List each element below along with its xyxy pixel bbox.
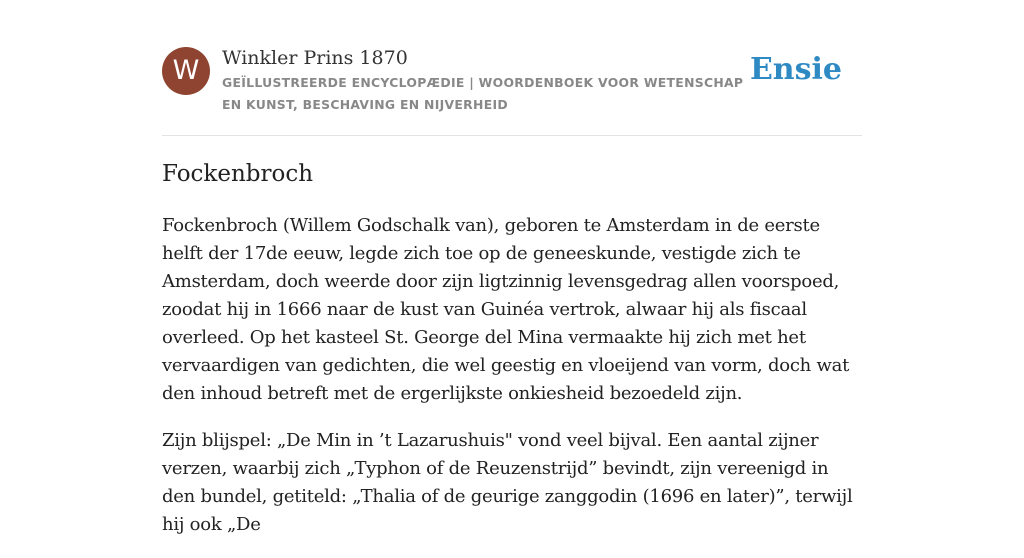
header-divider <box>162 135 862 136</box>
ensie-logo[interactable]: Ensie <box>749 52 842 87</box>
source-header <box>162 46 862 116</box>
entry-paragraph-1: Fockenbroch (Willem Godschalk van), geboren te Amsterdam in de eerste helft der 17de eeuw, legde zich toe op de geneeskunde, vestigde zich te Amsterdam, doch weerde door zijn ligtzinnig levensgedrag allen voorspoed, zoodat hij in 1666 naar de kust van Guinéa vertrok, alwaar hij als fiscaal overleed. Op het kasteel St. George del Mina vermaakte hij zich met het vervaardigen van gedichten, die wel geestig en vloeijend van vorm, doch wat den inhoud betreft met de ergerlijkste onkiesheid bezoedeld zijn. <box>162 215 850 404</box>
entry-title: Fockenbroch <box>162 161 314 187</box>
entry-paragraph-2: Zijn blijspel: „De Min in ’t Lazarushuis" vond veel bijval. Een aantal zijner verzen, waarbij zich „Typhon of de Reuzenstrijd” bevindt, zijn vereenigd in den bundel, getiteld: „Thalia of de geurige zanggodin (1696 en later)”, terwijl hij ook „De <box>162 430 853 535</box>
entry-body <box>162 212 862 558</box>
source-subtitle: GEÏLLUSTREERDE ENCYCLOPÆDIE | WOORDENBOEK VOOR WETENSCHAP EN KUNST, BESCHAVING EN NIJVERHEID <box>222 75 744 112</box>
source-avatar[interactable]: W <box>162 47 210 95</box>
source-title[interactable]: Winkler Prins 1870 <box>222 47 408 69</box>
